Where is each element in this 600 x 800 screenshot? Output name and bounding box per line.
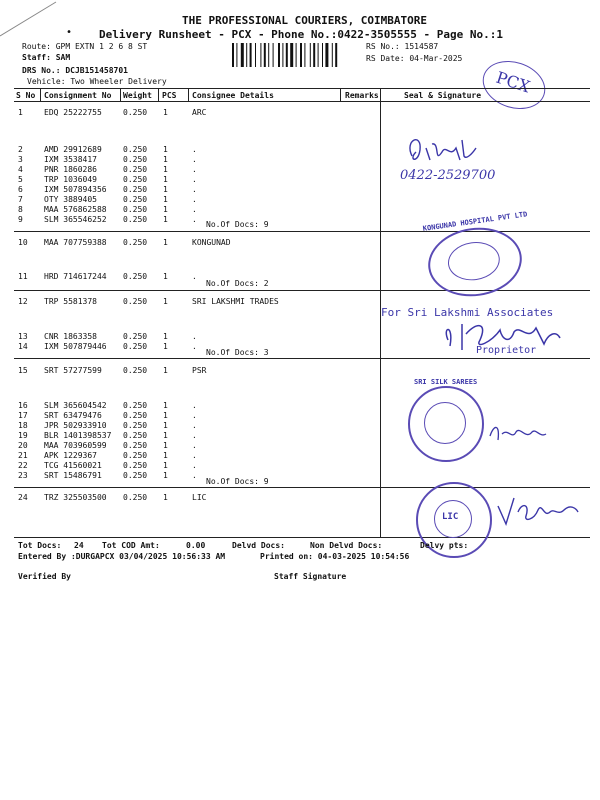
col-seal-signature: Seal & Signature <box>404 91 482 100</box>
row-consignee-details: . <box>192 155 197 164</box>
barcode <box>232 43 362 67</box>
group-divider <box>14 231 590 232</box>
delvd-docs-label: Delvd Docs: <box>232 541 285 550</box>
row-consignment-no: APK 1229367 <box>44 451 97 460</box>
row-consignee-details: . <box>192 431 197 440</box>
barcode-bar <box>264 43 266 67</box>
row-weight: 0.250 <box>123 165 148 174</box>
col-weight: Weight <box>123 91 152 100</box>
row-sno: 4 <box>18 165 23 174</box>
docs-count: No.Of Docs: 2 <box>206 279 269 288</box>
row-weight: 0.250 <box>123 205 148 214</box>
row-pcs: 1 <box>163 471 168 480</box>
barcode-bar <box>310 43 311 67</box>
row-pcs: 1 <box>163 401 168 410</box>
row-pcs: 1 <box>163 195 168 204</box>
barcode-bar <box>282 43 283 67</box>
bullet-mark: • <box>66 27 73 38</box>
row-consignment-no: EDQ 25222755 <box>44 108 102 117</box>
tot-cod-value: 0.00 <box>186 541 206 550</box>
table-top-rule <box>14 88 590 89</box>
row-consignee-details: SRI LAKSHMI TRADES <box>192 297 279 306</box>
col-consignee: Consignee Details <box>192 91 274 100</box>
verified-by-label: Verified By <box>18 572 71 581</box>
row-pcs: 1 <box>163 441 168 450</box>
row-weight: 0.250 <box>123 421 148 430</box>
row-weight: 0.250 <box>123 441 148 450</box>
barcode-bar <box>325 43 328 67</box>
row-consignment-no: BLR 1401398537 <box>44 431 112 440</box>
kongunad-stamp-inner <box>445 239 502 284</box>
document-title: Delivery Runsheet - PCX - Phone No.:0422-3505555 - Page No.:1 <box>99 28 503 41</box>
barcode-bar <box>300 43 302 67</box>
pcx-stamp <box>476 53 551 117</box>
pcx-stamp-text: PCX <box>493 67 533 97</box>
row-consignee-details: . <box>192 411 197 420</box>
row-sno: 6 <box>18 185 23 194</box>
row-sno: 23 <box>18 471 28 480</box>
row-weight: 0.250 <box>123 272 148 281</box>
row-sno: 22 <box>18 461 28 470</box>
row-consignment-no: HRD 714617244 <box>44 272 107 281</box>
row-consignment-no: MAA 703960599 <box>44 441 107 450</box>
row-sno: 20 <box>18 441 28 450</box>
row-sno: 9 <box>18 215 23 224</box>
row-sno: 10 <box>18 238 28 247</box>
row-consignee-details: . <box>192 145 197 154</box>
row-consignment-no: OTY 3889405 <box>44 195 97 204</box>
kongunad-stamp-text: KONGUNAD HOSPITAL PVT LTD <box>422 210 528 233</box>
docs-count: No.Of Docs: 9 <box>206 477 269 486</box>
row-pcs: 1 <box>163 493 168 502</box>
row-weight: 0.250 <box>123 342 148 351</box>
barcode-bar <box>246 43 247 67</box>
row-consignee-details: ARC <box>192 108 207 117</box>
row-weight: 0.250 <box>123 185 148 194</box>
tot-docs-label: Tot Docs: <box>18 541 62 550</box>
row-consignment-no: IXM 507879446 <box>44 342 107 351</box>
row-consignment-no: SLM 365546252 <box>44 215 107 224</box>
barcode-bar <box>335 43 337 67</box>
col-divider <box>40 88 41 102</box>
col-sno: S No <box>16 91 36 100</box>
barcode-bar <box>332 43 333 67</box>
row-consignee-details: . <box>192 175 197 184</box>
barcode-bar <box>278 43 280 67</box>
corner-fold-mark <box>0 0 60 40</box>
col-divider <box>188 88 189 102</box>
row-consignment-no: CNR 1863358 <box>44 332 97 341</box>
barcode-bar <box>286 43 288 67</box>
signature-arc <box>400 130 580 200</box>
tot-docs-value: 24 <box>74 541 84 550</box>
row-weight: 0.250 <box>123 238 148 247</box>
barcode-bar <box>241 43 244 67</box>
row-pcs: 1 <box>163 297 168 306</box>
row-weight: 0.250 <box>123 461 148 470</box>
row-consignee-details: . <box>192 215 197 224</box>
company-title: THE PROFESSIONAL COURIERS, COIMBATORE <box>182 14 428 27</box>
row-weight: 0.250 <box>123 451 148 460</box>
row-weight: 0.250 <box>123 471 148 480</box>
barcode-bar <box>273 43 274 67</box>
row-consignment-no: TCG 41560021 <box>44 461 102 470</box>
row-consignment-no: AMD 29912689 <box>44 145 102 154</box>
row-sno: 13 <box>18 332 28 341</box>
barcode-bar <box>290 43 293 67</box>
row-pcs: 1 <box>163 108 168 117</box>
row-consignment-no: IXM 3538417 <box>44 155 97 164</box>
row-sno: 11 <box>18 272 28 281</box>
row-consignee-details: . <box>192 441 197 450</box>
silk-sarees-stamp-inner <box>424 402 466 444</box>
entered-by: Entered By :DURGAPCX 03/04/2025 10:56:33 AM <box>18 552 226 561</box>
row-consignee-details: . <box>192 185 197 194</box>
barcode-bar <box>318 43 319 67</box>
group-divider <box>14 290 590 291</box>
row-weight: 0.250 <box>123 332 148 341</box>
row-consignee-details: . <box>192 205 197 214</box>
staff-label: Staff: SAM <box>22 53 71 62</box>
sri-lakshmi-stamp-text: For Sri Lakshmi Associates <box>381 306 554 319</box>
barcode-bar <box>236 43 237 67</box>
barcode-bar <box>268 43 269 67</box>
row-sno: 21 <box>18 451 28 460</box>
signature-psr <box>486 418 566 448</box>
row-consignment-no: TRZ 325503500 <box>44 493 107 502</box>
docs-count: No.Of Docs: 9 <box>206 220 269 229</box>
row-sno: 2 <box>18 145 23 154</box>
row-consignment-no: TRP 1036049 <box>44 175 97 184</box>
row-consignment-no: JPR 502933910 <box>44 421 107 430</box>
row-pcs: 1 <box>163 185 168 194</box>
row-consignee-details: . <box>192 471 197 480</box>
row-consignee-details: . <box>192 332 197 341</box>
row-consignee-details: . <box>192 195 197 204</box>
printed-on: Printed on: 04-03-2025 10:54:56 <box>260 552 410 561</box>
row-sno: 19 <box>18 431 28 440</box>
row-consignment-no: SLM 365604542 <box>44 401 107 410</box>
barcode-bar <box>322 43 323 67</box>
signature-lic <box>492 490 582 530</box>
silk-sarees-stamp <box>408 378 484 462</box>
row-sno: 7 <box>18 195 23 204</box>
barcode-bar <box>304 43 305 67</box>
row-pcs: 1 <box>163 451 168 460</box>
drs-number: DRS No.: DCJB151458701 <box>22 66 128 75</box>
handwritten-phone: 0422-2529700 <box>400 168 496 183</box>
row-sno: 17 <box>18 411 28 420</box>
row-sno: 12 <box>18 297 28 306</box>
silk-sarees-stamp-text: SRI SILK SAREES <box>414 378 478 386</box>
row-consignment-no: SRT 15486791 <box>44 471 102 480</box>
row-pcs: 1 <box>163 421 168 430</box>
row-weight: 0.250 <box>123 215 148 224</box>
barcode-bar <box>296 43 297 67</box>
barcode-bar <box>260 43 261 67</box>
row-pcs: 1 <box>163 332 168 341</box>
row-consignment-no: MAA 576862588 <box>44 205 107 214</box>
group-divider <box>14 358 590 359</box>
row-consignee-details: KONGUNAD <box>192 238 231 247</box>
table-header-rule <box>14 101 590 102</box>
row-pcs: 1 <box>163 411 168 420</box>
row-consignee-details: . <box>192 165 197 174</box>
row-consignee-details: . <box>192 342 197 351</box>
non-delvd-docs-label: Non Delvd Docs: <box>310 541 383 550</box>
row-pcs: 1 <box>163 431 168 440</box>
barcode-bar <box>255 43 256 67</box>
barcode-bar <box>232 43 234 67</box>
row-weight: 0.250 <box>123 155 148 164</box>
row-consignment-no: MAA 707759388 <box>44 238 107 247</box>
row-sno: 8 <box>18 205 23 214</box>
col-divider <box>120 88 121 102</box>
col-pcs: PCS <box>162 91 177 100</box>
row-weight: 0.250 <box>123 195 148 204</box>
col-divider <box>340 88 341 102</box>
row-consignment-no: IXM 507894356 <box>44 185 107 194</box>
row-pcs: 1 <box>163 461 168 470</box>
row-weight: 0.250 <box>123 366 148 375</box>
vehicle-label: Vehicle: Two Wheeler Delivery <box>27 77 167 86</box>
row-sno: 3 <box>18 155 23 164</box>
row-pcs: 1 <box>163 238 168 247</box>
row-consignee-details: . <box>192 461 197 470</box>
row-pcs: 1 <box>163 342 168 351</box>
row-sno: 24 <box>18 493 28 502</box>
row-sno: 18 <box>18 421 28 430</box>
row-consignee-details: . <box>192 401 197 410</box>
lic-stamp-text: LIC <box>442 512 459 522</box>
row-weight: 0.250 <box>123 175 148 184</box>
barcode-bar <box>313 43 315 67</box>
row-sno: 16 <box>18 401 28 410</box>
row-weight: 0.250 <box>123 411 148 420</box>
row-pcs: 1 <box>163 366 168 375</box>
row-sno: 15 <box>18 366 28 375</box>
barcode-bar <box>250 43 252 67</box>
row-consignment-no: SRT 57277599 <box>44 366 102 375</box>
col-remarks: Remarks <box>345 91 379 100</box>
row-weight: 0.250 <box>123 401 148 410</box>
row-consignment-no: PNR 1860286 <box>44 165 97 174</box>
row-pcs: 1 <box>163 155 168 164</box>
tot-cod-label: Tot COD Amt: <box>102 541 160 550</box>
col-divider <box>158 88 159 102</box>
row-consignee-details: . <box>192 451 197 460</box>
table-bottom-rule <box>14 537 590 538</box>
group-divider <box>14 487 590 488</box>
row-consignment-no: TRP 5581378 <box>44 297 97 306</box>
row-consignee-details: . <box>192 421 197 430</box>
row-weight: 0.250 <box>123 145 148 154</box>
row-weight: 0.250 <box>123 431 148 440</box>
docs-count: No.Of Docs: 3 <box>206 348 269 357</box>
route-label: Route: GPM EXTN 1 2 6 8 ST <box>22 42 148 51</box>
row-sno: 14 <box>18 342 28 351</box>
rs-number: RS No.: 1514587 <box>366 42 439 51</box>
proprietor-label: Proprietor <box>476 345 537 356</box>
row-weight: 0.250 <box>123 297 148 306</box>
row-weight: 0.250 <box>123 108 148 117</box>
row-consignee-details: . <box>192 272 197 281</box>
row-consignment-no: SRT 63479476 <box>44 411 102 420</box>
row-sno: 1 <box>18 108 23 117</box>
row-pcs: 1 <box>163 165 168 174</box>
row-pcs: 1 <box>163 215 168 224</box>
row-consignee-details: LIC <box>192 493 207 502</box>
row-pcs: 1 <box>163 272 168 281</box>
col-consignment: Consignment No <box>44 91 112 100</box>
rs-date: RS Date: 04-Mar-2025 <box>366 54 463 63</box>
row-sno: 5 <box>18 175 23 184</box>
row-consignee-details: PSR <box>192 366 207 375</box>
row-pcs: 1 <box>163 205 168 214</box>
row-pcs: 1 <box>163 175 168 184</box>
row-pcs: 1 <box>163 145 168 154</box>
delvy-pts-label: Delvy pts: <box>420 541 469 550</box>
staff-signature-label: Staff Signature <box>274 572 347 581</box>
row-weight: 0.250 <box>123 493 148 502</box>
